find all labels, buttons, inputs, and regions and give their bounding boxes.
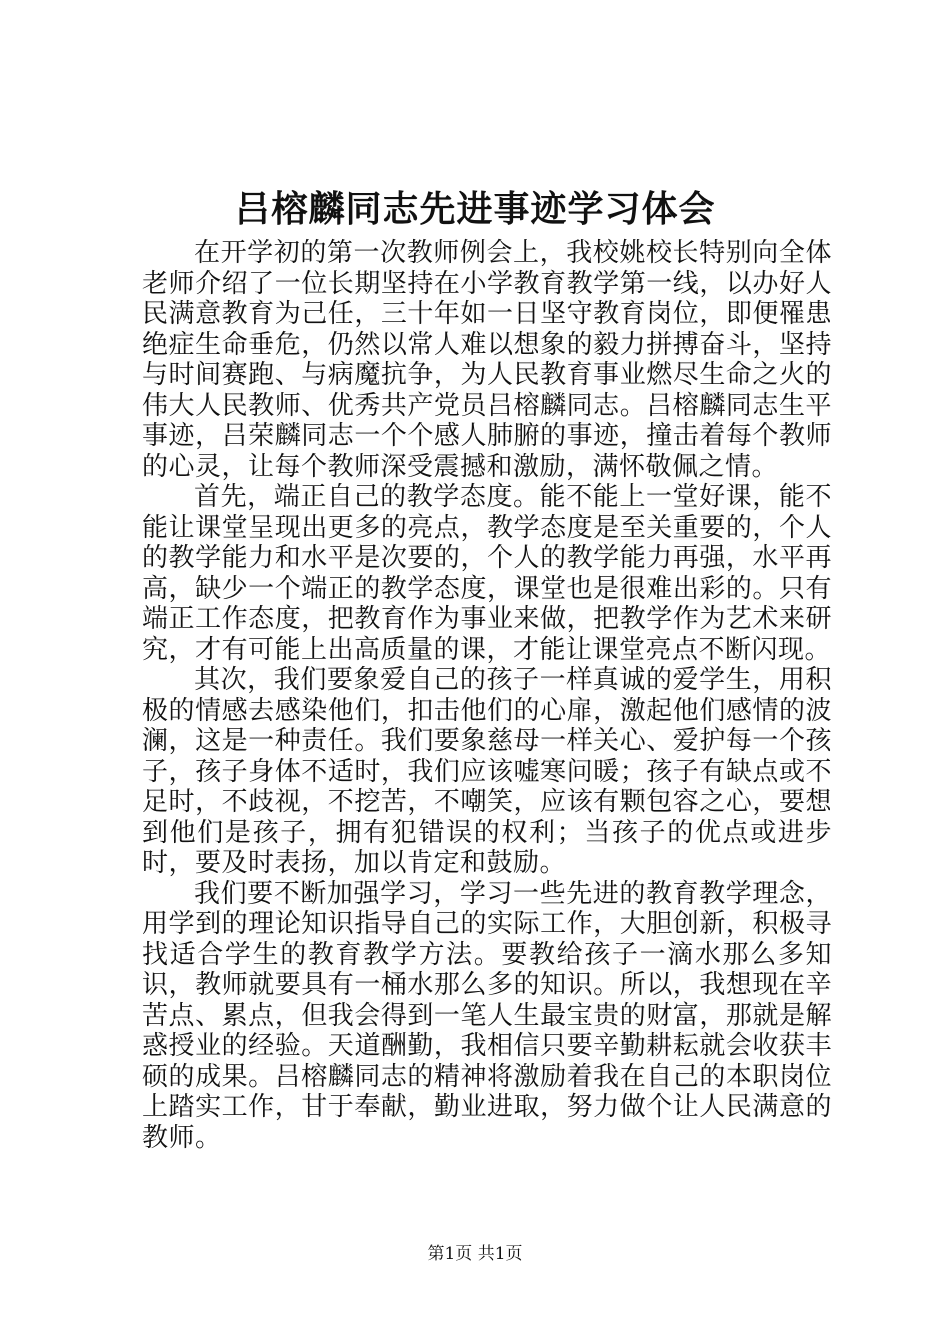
paragraph-4: 我们要不断加强学习，学习一些先进的教育教学理念，用学到的理论知识指导自己的实际工作，大胆创新，积极寻找适合学生的教育教学方法。要教给孩子一滴水那么多知识，教师就要具有一桶水那么多的知识。所以，我想现在辛苦点、累点，但我会得到一笔人生最宝贵的财富，那就是解惑授业的经验。天道酬勤，我相信只要辛勤耕耘就会收获丰硕的成果。吕榕麟同志的精神将激励着我在自己的本职岗位上踏实工作，甘于奉献，勤业进取，努力做个让人民满意的教师。 — [142, 878, 832, 1153]
paragraph-2: 首先，端正自己的教学态度。能不能上一堂好课，能不能让课堂呈现出更多的亮点，教学态度是至关重要的，个人的教学能力和水平是次要的，个人的教学能力再强，水平再高，缺少一个端正的教学态度，课堂也是很难出彩的。只有端正工作态度，把教育作为事业来做，把教学作为艺术来研究，才有可能上出高质量的课，才能让课堂亮点不断闪现。 — [142, 482, 832, 665]
paragraph-1: 在开学初的第一次教师例会上，我校姚校长特别向全体老师介绍了一位长期坚持在小学教育教学第一线，以办好人民满意教育为己任，三十年如一日坚守教育岗位，即便罹患绝症生命垂危，仍然以常人难以想象的毅力拼搏奋斗，坚持与时间赛跑、与病魔抗争，为人民教育事业燃尽生命之火的伟大人民教师、优秀共产党员吕榕麟同志。吕榕麟同志生平事迹，吕荣麟同志一个个感人肺腑的事迹，撞击着每个教师的心灵，让每个教师深受震撼和激励，满怀敬佩之情。 — [142, 238, 832, 482]
paragraph-3: 其次，我们要象爱自己的孩子一样真诚的爱学生，用积极的情感去感染他们，扣击他们的心扉，激起他们感情的波澜，这是一种责任。我们要象慈母一样关心、爱护每一个孩子，孩子身体不适时，我们应该嘘寒问暖；孩子有缺点或不足时，不歧视，不挖苦，不嘲笑，应该有颗包容之心，要想到他们是孩子，拥有犯错误的权利；当孩子的优点或进步时，要及时表扬，加以肯定和鼓励。 — [142, 665, 832, 878]
document-body — [142, 238, 832, 1153]
page-footer: 第1页 共1页 — [427, 1244, 523, 1264]
document-title: 吕榕麟同志先进事迹学习体会 — [234, 188, 716, 230]
